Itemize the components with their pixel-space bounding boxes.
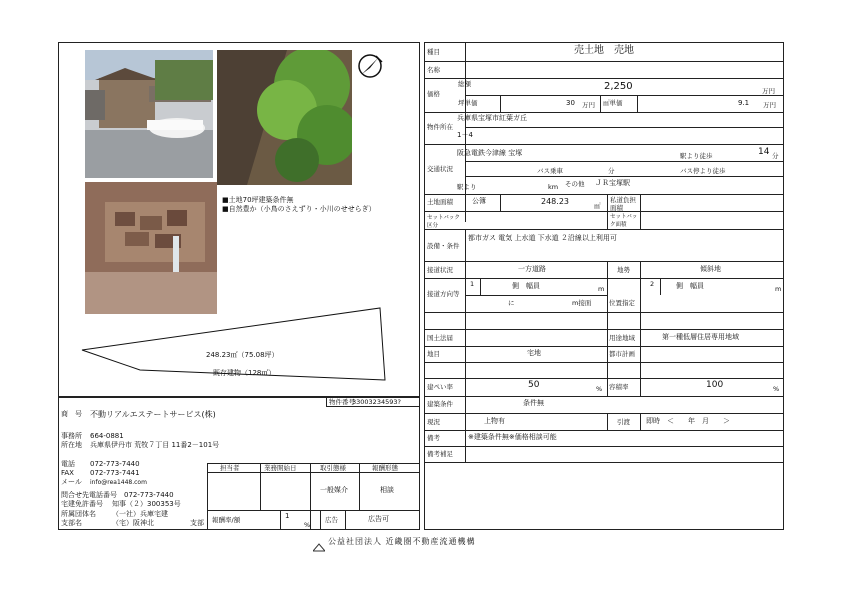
frontage: に <box>508 299 515 307</box>
road2: 側 幅員 <box>676 282 704 290</box>
reward-label: 報酬形態 <box>372 464 398 472</box>
road1: 側 幅員 <box>512 282 540 290</box>
tsubo-price: 30 <box>566 99 575 107</box>
remarks: ※建築条件無※価格相談可能 <box>468 433 557 441</box>
existing-building-label: 既存建物（128㎡） <box>213 369 276 377</box>
reward-ratio-unit: % <box>304 521 311 529</box>
plot-area-label: 248.23㎡（75.08坪） <box>206 351 279 359</box>
stream-photo <box>85 182 217 314</box>
mail-label: メール <box>61 478 82 486</box>
trade-mode-label: 取引態様 <box>320 464 346 472</box>
terrain: 傾斜地 <box>700 265 721 273</box>
house-photo <box>85 50 213 178</box>
land-area-type: 公簿 <box>472 197 486 205</box>
association-name: （一社）兵庫宅建 <box>112 510 168 518</box>
branch-name: （宅）阪神北 <box>112 519 154 527</box>
footer-org: 公益社団法人 近畿圏不動産流通機構 <box>328 537 476 546</box>
reward-ratio: 1 <box>285 512 290 520</box>
tel-label: 電話 <box>61 460 75 468</box>
walk-unit: 分 <box>772 152 779 160</box>
license-label: 宅建免許番号 <box>61 500 103 508</box>
law-label: 国土法届 <box>427 334 453 342</box>
other-station: ＪＲ宝塚駅 <box>595 179 630 187</box>
photo-caption-2: ■自然豊か（小鳥のさえずり・小川のせせらぎ） <box>222 205 376 213</box>
other-label: その他 <box>565 180 585 188</box>
road1-unit: m <box>598 285 605 293</box>
use-district: 第一種低層住居専用地域 <box>662 333 739 341</box>
setback-area-label: セットバック面積 <box>610 214 638 228</box>
road-status-label: 接道状況 <box>427 266 453 274</box>
station-km-unit: km <box>548 183 559 191</box>
bus-label: バス乗車 <box>537 167 563 175</box>
trade-name: 不動リアルエステートサービス(株) <box>90 410 216 419</box>
walk-minutes: 14 <box>758 147 770 157</box>
land-category-label: 地目 <box>427 350 440 358</box>
category: 売土地 売地 <box>574 45 634 56</box>
road-dir-label: 接道方向等 <box>427 290 460 298</box>
current-status: 上物有 <box>484 417 505 425</box>
mail-address[interactable]: info@rea1448.com <box>90 479 147 486</box>
location: 兵庫県宝塚市紅葉ガ丘 <box>457 114 527 122</box>
facilities: 都市ガス 電気 上水道 下水道 ２沿線以上利用可 <box>468 234 617 242</box>
use-district-label: 用途地域 <box>609 334 635 342</box>
walk-label: 駅より徒歩 <box>680 152 713 160</box>
position-label: 位置指定 <box>609 299 635 307</box>
postal-code: 664-0881 <box>90 432 124 440</box>
total-label: 総額 <box>458 80 471 88</box>
tsubo-unit: 万円 <box>582 101 595 109</box>
sqm-label: ㎡単価 <box>603 99 623 107</box>
land-category: 宅地 <box>527 349 541 357</box>
traffic-label: 交通状況 <box>427 165 453 173</box>
price-label: 価格 <box>427 90 440 98</box>
fax-number: 072-773-7441 <box>90 469 140 477</box>
building-ratio-unit: % <box>596 385 603 393</box>
ad-status: 広告可 <box>368 515 389 523</box>
company-address: 兵庫県伊丹市 荒牧７丁目 11番2－101号 <box>90 441 220 449</box>
association-logo-icon <box>313 537 325 546</box>
location-label: 物件所在 <box>427 123 453 131</box>
start-date-label: 業務開始日 <box>264 464 297 472</box>
ad-label: 広告 <box>325 516 338 524</box>
total-price: 2,250 <box>604 81 633 92</box>
property-no: 33003234593? <box>352 398 401 406</box>
building-ratio: 50 <box>528 380 540 390</box>
branch-label: 支部名 <box>61 519 82 527</box>
total-unit: 万円 <box>762 87 775 95</box>
sqm-price: 9.1 <box>738 99 750 107</box>
bus-stop-label: バス停より徒歩 <box>680 167 726 175</box>
tel-number: 072-773-7440 <box>90 460 140 468</box>
road-status: 一方道路 <box>518 265 546 273</box>
contact-tel: 072-773-7440 <box>124 491 174 499</box>
road2-no: 2 <box>650 280 655 288</box>
delivery: 即時 ＜ 年 月 ＞ <box>646 417 730 425</box>
building-ratio-label: 建ぺい率 <box>427 383 453 391</box>
address-label: 所在地 <box>61 441 82 449</box>
floor-ratio-unit: % <box>773 385 780 393</box>
reward: 相談 <box>380 486 394 494</box>
road2-unit: m <box>775 285 782 293</box>
license-number: 知事（２）300353号 <box>112 500 181 508</box>
land-area-unit: ㎡ <box>594 202 601 210</box>
trade-name-label: 商 号 <box>61 410 82 418</box>
contact-label: 問合せ先電話番号 <box>61 491 117 499</box>
setback-label: セットバック区分 <box>427 215 460 229</box>
building-cond-label: 建築条件 <box>427 400 453 408</box>
office-label: 事務所 <box>61 432 82 440</box>
name-label: 名称 <box>427 66 440 74</box>
floor-ratio-label: 容積率 <box>609 383 629 391</box>
remarks-label: 備考 <box>427 434 440 442</box>
terrain-label: 地勢 <box>617 266 630 274</box>
remarks2-label: 備考補足 <box>427 450 453 458</box>
compass-icon <box>356 52 384 80</box>
current-label: 現況 <box>427 418 440 426</box>
frontage-unit: m接面 <box>572 299 592 307</box>
property-no-label: 物件番号 <box>329 398 355 406</box>
branch-suffix: 支部 <box>190 519 204 527</box>
land-area-label: 土地面積 <box>427 198 453 206</box>
road1-no: 1 <box>470 280 475 288</box>
station-km-label: 駅より <box>457 183 477 191</box>
slope-photo <box>217 50 352 185</box>
photo-caption-1: ■土地70坪建築条件無 <box>222 196 294 204</box>
tsubo-label: 坪単価 <box>458 99 478 107</box>
sqm-unit: 万円 <box>763 101 776 109</box>
category-label: 種目 <box>427 48 440 56</box>
staff-label: 担当者 <box>220 464 240 472</box>
line: 阪急電鉄今津線 宝塚 <box>457 149 523 157</box>
fax-label: FAX <box>61 469 74 477</box>
reward-ratio-label: 報酬率/額 <box>212 516 241 524</box>
building-cond: 条件無 <box>523 399 544 407</box>
bus-min-unit: 分 <box>608 167 615 175</box>
association-label: 所属団体名 <box>61 510 96 518</box>
delivery-label: 引渡 <box>617 418 630 426</box>
private-road-label: 私道負担面積 <box>610 196 636 212</box>
city-plan-label: 都市計画 <box>609 350 635 358</box>
floor-ratio: 100 <box>706 380 724 390</box>
land-area: 248.23 <box>541 197 569 206</box>
trade-mode: 一般媒介 <box>320 486 348 494</box>
facilities-label: 設備・条件 <box>427 242 460 250</box>
location-2: 1－4 <box>457 131 473 139</box>
